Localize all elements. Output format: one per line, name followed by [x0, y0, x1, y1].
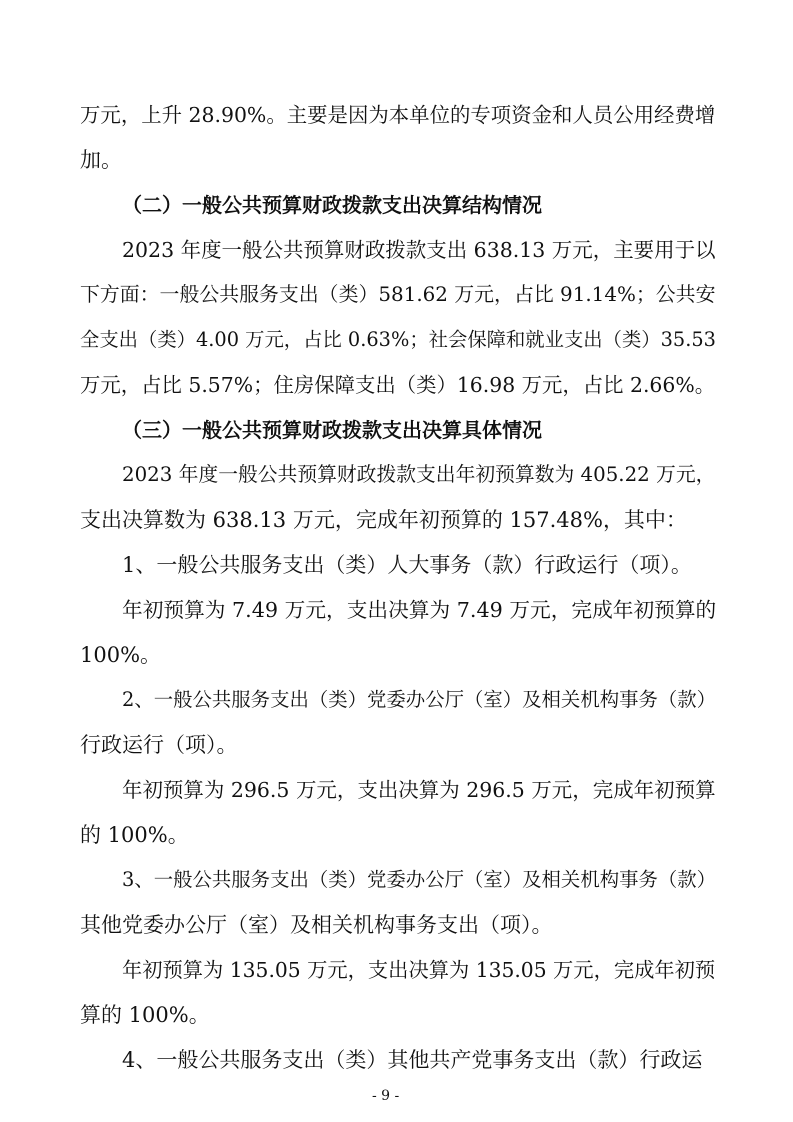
paragraph-line: 全支出（类）4.00 万元，占比 0.63%；社会保障和就业支出（类）35.53: [80, 328, 716, 351]
section-heading: （二）一般公共预算财政拨款支出决算结构情况: [122, 193, 542, 217]
paragraph-line: 2、一般公共服务支出（类）党委办公厅（室）及相关机构事务（款）: [122, 688, 717, 711]
paragraph-line: 年初预算为 7.49 万元，支出决算为 7.49 万元，完成年初预算的: [122, 598, 717, 622]
paragraph-line: 2023 年度一般公共预算财政拨款支出年初预算数为 405.22 万元，: [122, 463, 716, 486]
paragraph-line: 下方面：一般公共服务支出（类）581.62 万元，占比 91.14%；公共安: [80, 283, 716, 306]
paragraph-line: 其他党委办公厅（室）及相关机构事务支出（项）。: [80, 913, 553, 937]
paragraph-line: 年初预算为 296.5 万元，支出决算为 296.5 万元，完成年初预算: [122, 778, 716, 802]
paragraph-line: 万元，占比 5.57%；住房保障支出（类）16.98 万元，占比 2.66%。: [80, 373, 716, 397]
paragraph-line: 行政运行（项）。: [80, 733, 238, 757]
paragraph-line: 1、一般公共服务支出（类）人大事务（款）行政运行（项）。: [122, 553, 692, 577]
paragraph-line: 年初预算为 135.05 万元，支出决算为 135.05 万元，完成年初预: [122, 958, 716, 982]
page-number: - 9 -: [372, 1088, 400, 1104]
paragraph-line: 3、一般公共服务支出（类）党委办公厅（室）及相关机构事务（款）: [122, 868, 717, 891]
paragraph-line: 2023 年度一般公共预算财政拨款支出 638.13 万元，主要用于以: [122, 238, 716, 262]
paragraph-line: 加。: [80, 148, 122, 172]
paragraph-line: 支出决算数为 638.13 万元，完成年初预算的 157.48%，其中：: [80, 508, 687, 532]
paragraph-line: 万元，上升 28.90%。主要是因为本单位的专项资金和人员公用经费增: [80, 103, 716, 127]
paragraph-line: 算的 100%。: [80, 1003, 210, 1027]
section-heading: （三）一般公共预算财政拨款支出决算具体情况: [122, 418, 542, 442]
paragraph-line: 的 100%。: [80, 823, 189, 847]
paragraph-line: 100%。: [80, 643, 162, 667]
paragraph-line: 4、一般公共服务支出（类）其他共产党事务支出（款）行政运: [122, 1048, 703, 1072]
